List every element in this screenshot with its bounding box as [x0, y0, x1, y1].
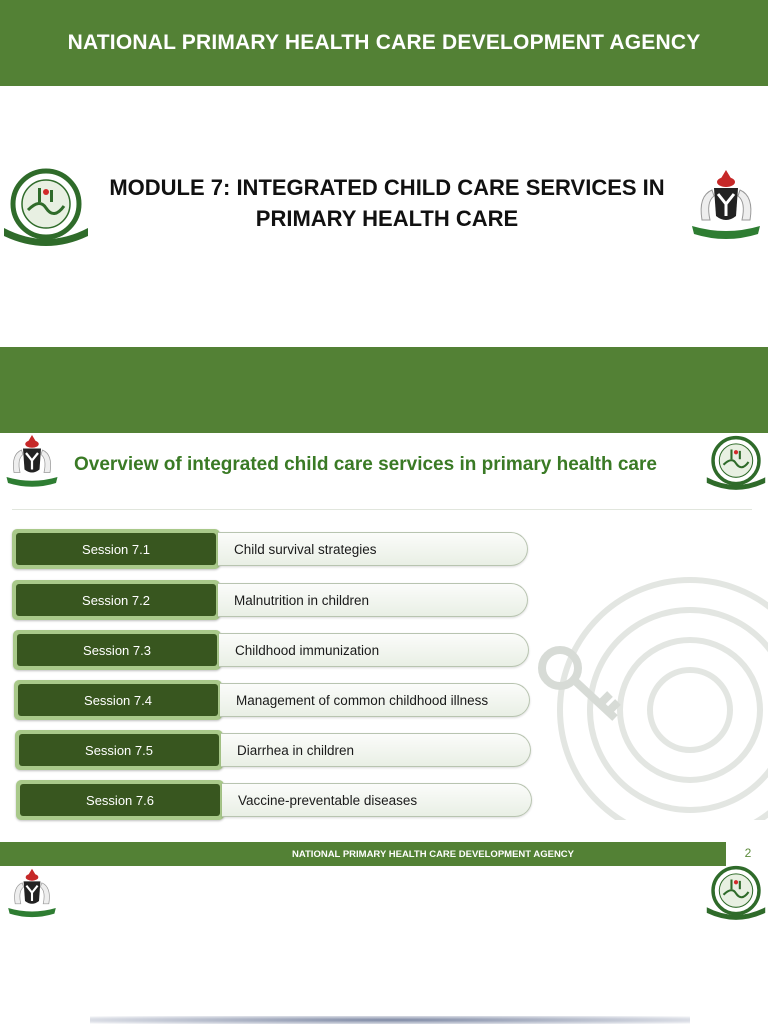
slide-divider-band [0, 347, 768, 433]
module-title-line1: MODULE 7: INTEGRATED CHILD CARE SERVICES IN [109, 175, 665, 200]
session-row[interactable] [13, 630, 537, 670]
nphcda-seal-icon [704, 432, 768, 492]
session-label-button[interactable] [15, 730, 223, 770]
banner-title: NATIONAL PRIMARY HEALTH CARE DEVELOPMENT AGENCY [67, 31, 701, 54]
footer-bar [0, 842, 726, 866]
heading-divider [12, 509, 752, 510]
module-title-line2: PRIMARY HEALTH CARE [255, 206, 519, 231]
session-label: Session 7.1 [16, 533, 216, 565]
session-label-button[interactable] [13, 630, 221, 670]
footer-text: NATIONAL PRIMARY HEALTH CARE DEVELOPMENT AGENCY [291, 848, 575, 860]
session-title: Malnutrition in children [218, 583, 528, 617]
session-label-button[interactable] [12, 529, 220, 569]
session-title: Management of common childhood illness [220, 683, 530, 717]
module-title [100, 172, 674, 234]
session-label: Session 7.4 [18, 684, 218, 716]
slide-bottom-shadow [90, 1016, 690, 1024]
session-row[interactable] [12, 580, 536, 620]
nphcda-seal-icon [704, 864, 768, 920]
session-row[interactable] [12, 529, 536, 569]
top-banner [0, 0, 768, 86]
session-row[interactable] [14, 680, 538, 720]
session-label-button[interactable] [12, 580, 220, 620]
session-title: Childhood immunization [219, 633, 529, 667]
overview-heading: Overview of integrated child care services in primary health care [74, 454, 657, 475]
session-label-button[interactable] [14, 680, 222, 720]
session-label-button[interactable] [16, 780, 224, 820]
nigeria-coat-of-arms-icon [0, 866, 64, 922]
session-row[interactable] [15, 730, 539, 770]
session-label: Session 7.3 [17, 634, 217, 666]
session-label: Session 7.6 [20, 784, 220, 816]
nigeria-coat-of-arms-icon [684, 166, 768, 246]
session-label: Session 7.5 [19, 734, 219, 766]
session-row[interactable] [16, 780, 540, 820]
session-title: Child survival strategies [218, 532, 528, 566]
nphcda-seal-icon [0, 166, 92, 246]
nigeria-coat-of-arms-icon [0, 432, 64, 492]
session-title: Diarrhea in children [221, 733, 531, 767]
session-label: Session 7.2 [16, 584, 216, 616]
page-number: 2 [744, 846, 752, 860]
session-title: Vaccine-preventable diseases [222, 783, 532, 817]
